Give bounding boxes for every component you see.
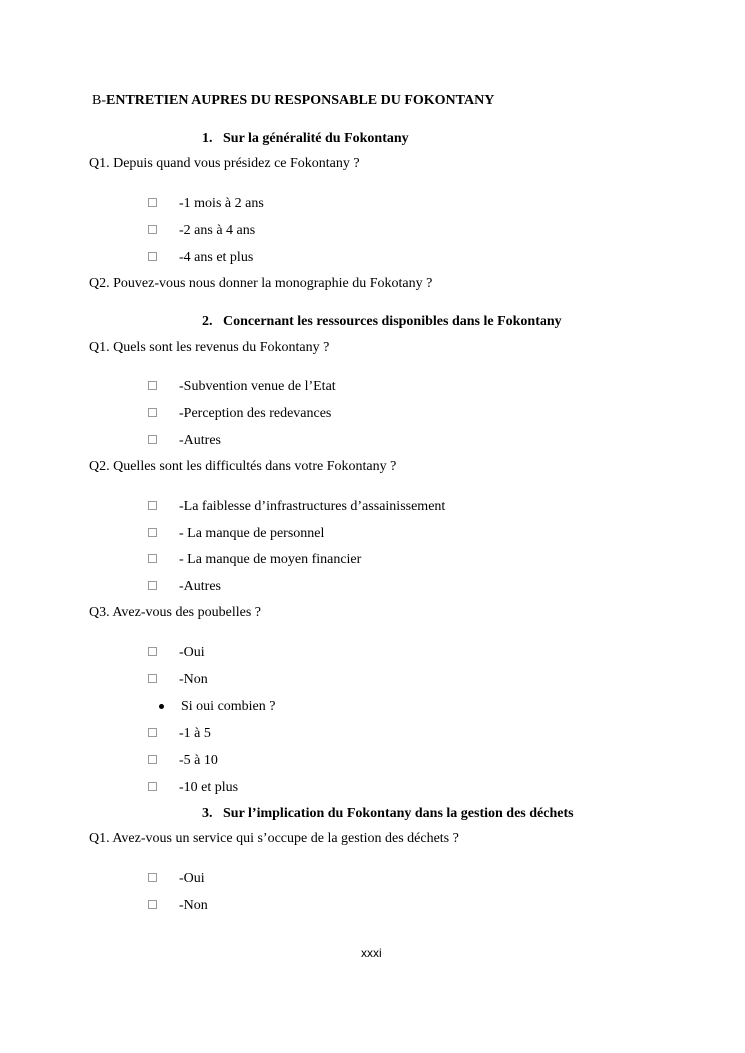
- option-label: -Oui: [179, 871, 205, 886]
- checkbox-icon[interactable]: [148, 408, 157, 417]
- section-title: Concernant les ressources disponibles dans le Fokontany: [223, 314, 562, 329]
- option-label: -5 à 10: [179, 753, 218, 768]
- option-label: -Subvention venue de l’Etat: [179, 379, 336, 394]
- section-number: 3.: [202, 806, 213, 821]
- section-1-heading: [202, 131, 409, 147]
- checkbox-icon[interactable]: [148, 581, 157, 590]
- option-label: -Perception des redevances: [179, 406, 332, 421]
- checkbox-icon[interactable]: [148, 435, 157, 444]
- section-title: Sur l’implication du Fokontany dans la gestion des déchets: [223, 806, 574, 821]
- checkbox-icon[interactable]: [148, 198, 157, 207]
- option-label: -2 ans à 4 ans: [179, 223, 256, 238]
- checkbox-icon[interactable]: [148, 674, 157, 683]
- checkbox-icon[interactable]: [148, 900, 157, 909]
- question-s1-q2: Q2. Pouvez-vous nous donner la monographie du Fokotany ?: [89, 276, 433, 291]
- page-number: xxxi: [361, 946, 382, 960]
- question-s2-q3: Q3. Avez-vous des poubelles ?: [89, 605, 261, 620]
- bullet-icon: [159, 704, 164, 709]
- option-label: -Oui: [179, 645, 205, 660]
- checkbox-icon[interactable]: [148, 873, 157, 882]
- checkbox-icon[interactable]: [148, 225, 157, 234]
- checkbox-icon[interactable]: [148, 554, 157, 563]
- question-s2-q2: Q2. Quelles sont les difficultés dans votre Fokontany ?: [89, 459, 397, 474]
- option-label: -1 mois à 2 ans: [179, 196, 264, 211]
- option-label: -10 et plus: [179, 780, 239, 795]
- section-title: Sur la généralité du Fokontany: [223, 131, 409, 146]
- option-label: -Non: [179, 672, 208, 687]
- section-number: 2.: [202, 314, 213, 329]
- option-label: -La faiblesse d’infrastructures d’assainissement: [179, 499, 446, 514]
- checkbox-icon[interactable]: [148, 381, 157, 390]
- section-3-heading: [202, 806, 574, 822]
- option-label: -Non: [179, 898, 208, 913]
- option-label: -Autres: [179, 579, 221, 594]
- heading-title: ENTRETIEN AUPRES DU RESPONSABLE DU FOKONTANY: [106, 93, 495, 108]
- question-s3-q1: Q1. Avez-vous un service qui s’occupe de la gestion des déchets ?: [89, 831, 459, 846]
- option-label: -1 à 5: [179, 726, 211, 741]
- section-2-heading: [202, 314, 562, 330]
- option-label: - La manque de personnel: [179, 526, 325, 541]
- checkbox-icon[interactable]: [148, 728, 157, 737]
- option-label: - La manque de moyen financier: [179, 552, 362, 567]
- checkbox-icon[interactable]: [148, 501, 157, 510]
- checkbox-icon[interactable]: [148, 755, 157, 764]
- question-s1-q1: Q1. Depuis quand vous présidez ce Fokontany ?: [89, 156, 360, 171]
- option-label: -4 ans et plus: [179, 250, 254, 265]
- section-number: 1.: [202, 131, 213, 146]
- question-s2-q1: Q1. Quels sont les revenus du Fokontany ?: [89, 340, 330, 355]
- checkbox-icon[interactable]: [148, 782, 157, 791]
- checkbox-icon[interactable]: [148, 647, 157, 656]
- heading-prefix: B-: [92, 93, 106, 108]
- option-label: -Autres: [179, 433, 221, 448]
- checkbox-icon[interactable]: [148, 528, 157, 537]
- checkbox-icon[interactable]: [148, 252, 157, 261]
- sub-question: Si oui combien ?: [181, 699, 276, 714]
- document-heading: [92, 93, 494, 109]
